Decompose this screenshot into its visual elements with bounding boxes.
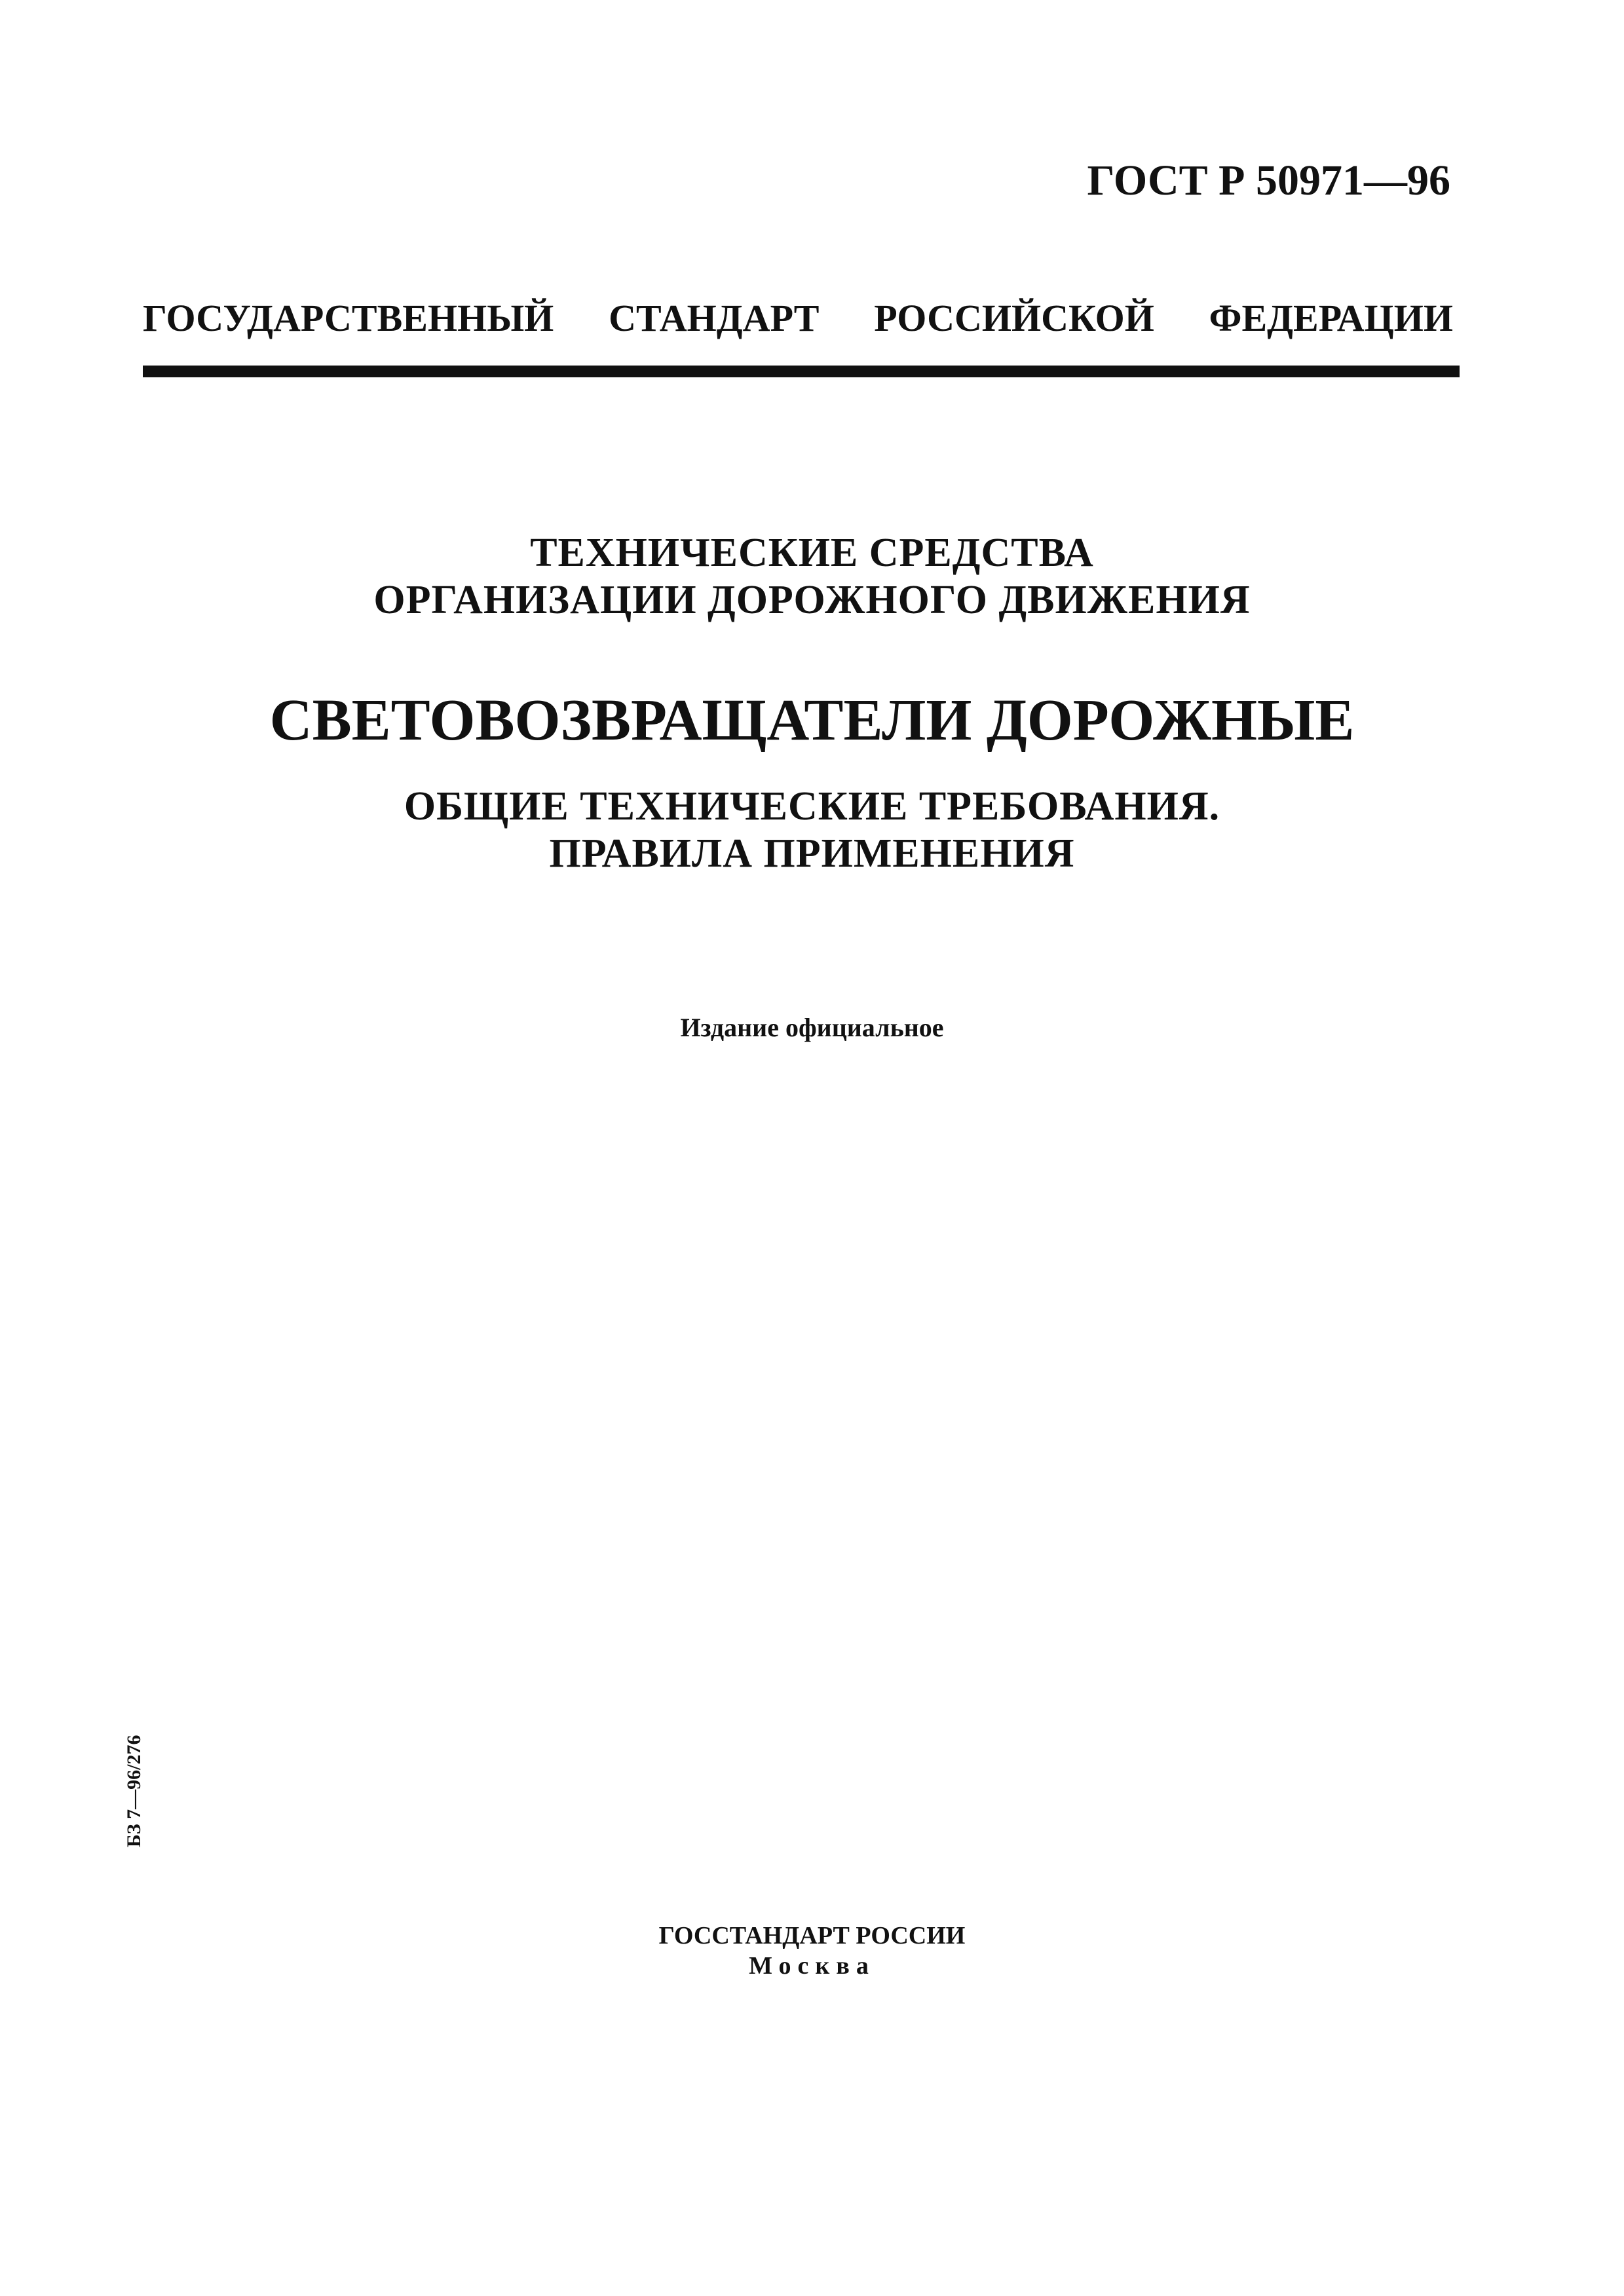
document-number: ГОСТ Р 50971—96	[1087, 157, 1450, 204]
header-word: СТАНДАРТ	[609, 297, 820, 339]
header-word: РОССИЙСКОЙ	[874, 297, 1154, 339]
publisher-city: Москва	[749, 1952, 875, 1980]
header-word: ФЕДЕРАЦИИ	[1209, 297, 1453, 339]
edition-label: Издание официальное	[680, 1013, 944, 1042]
publisher-name: ГОССТАНДАРТ РОССИИ	[658, 1922, 966, 1949]
side-code: БЗ 7—96/276	[123, 1735, 145, 1847]
subtitle-line: ПРАВИЛА ПРИМЕНЕНИЯ	[549, 831, 1075, 876]
header-divider	[143, 366, 1460, 377]
subject-heading	[0, 529, 1624, 624]
document-title: СВЕТОВОЗВРАЩАТЕЛИ ДОРОЖНЫЕ	[269, 688, 1355, 753]
subject-line: ОРГАНИЗАЦИИ ДОРОЖНОГО ДВИЖЕНИЯ	[373, 578, 1251, 622]
header-word: ГОСУДАРСТВЕННЫЙ	[143, 297, 554, 339]
document-subtitle	[0, 783, 1624, 877]
publisher-block	[0, 1921, 1624, 1981]
subject-line: ТЕХНИЧЕСКИЕ СРЕДСТВА	[530, 531, 1094, 575]
subtitle-line: ОБЩИЕ ТЕХНИЧЕСКИЕ ТРЕБОВАНИЯ.	[404, 784, 1220, 829]
standard-header	[143, 296, 1453, 340]
